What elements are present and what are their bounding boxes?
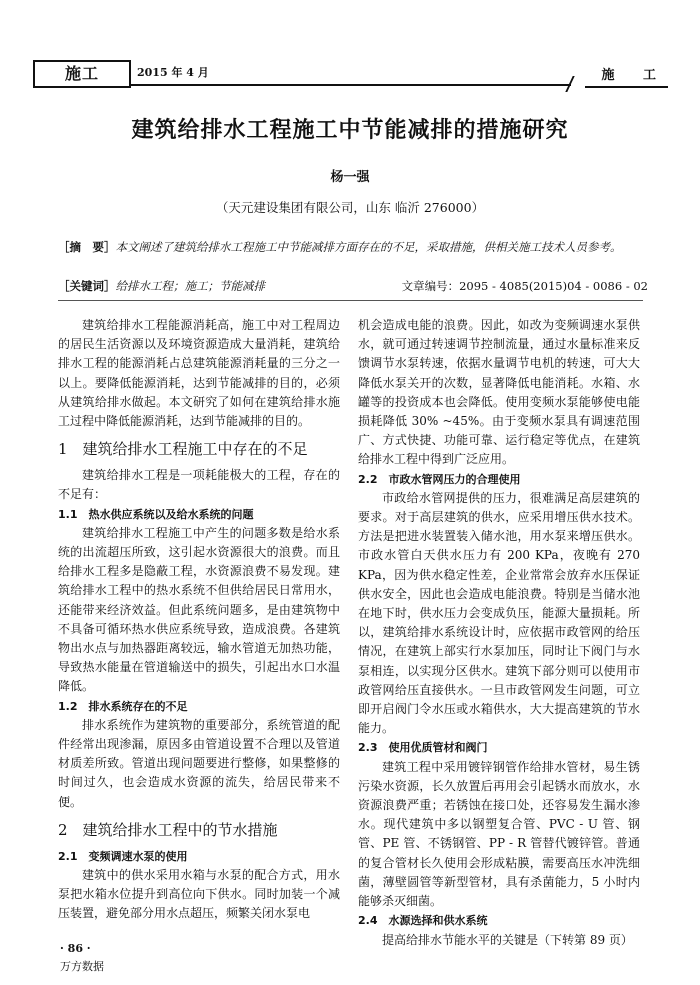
section-1-1-heading: 1.1 热水供应系统以及给水系统的问题 (58, 507, 254, 521)
intro-paragraph: 建筑给排水工程能源消耗高，施工中对工程周边的居民生活资源以及环境资源造成大量消耗，建筑给排水工程的能源消耗占总建筑能源消耗量的三分之一以上。要降低能源消耗，达到节能减排的目的，必须从建筑给排水做起。本文研究了如何在建筑给排水施工过程中降低能源消耗，达到节能减排的目的。 (58, 318, 340, 429)
page-number: · 86 · (60, 942, 91, 955)
section-1-heading: 1 建筑给排水工程施工中存在的不足 (58, 440, 308, 459)
right-column (358, 316, 640, 950)
author: 杨一强 (330, 170, 370, 185)
section-2-1-paragraph: 建筑中的供水采用水箱与水泵的配合方式，用水泵把水箱水位提升到高位向下供水。同时加装一个减压装置，避免部分用水点超压，频繁关闭水泵电 (58, 868, 340, 921)
header-rule (131, 84, 571, 86)
abstract-text: 本文阐述了建筑给排水工程施工中节能减排方面存在的不足，采取措施，供相关施工技术人员参考。 (115, 240, 622, 254)
section-2-2-paragraph: 市政给水管网提供的压力，很难满足高层建筑的要求。对于高层建筑的供水，应采用增压供水技术。方法是把进水装置装入储水池，用水泵来增压供水。市政水管白天供水压力有 200 KPa，夜晚有 270 KPa，因为供水稳定性差，企业常常会放弃水压保证供水安全，因此也会造成电能浪费。特别是当储水池在地下时，供水压力会变成负压，能源大量损耗。所以，建筑给排水系统设计时，应依据市政管网的给压情况，在建筑上部实行水泵加压，同时让下阀门与水泵相连，以实现分区供水。建筑下部分则可以使用市政管网给压直接供水。一旦市政管网发生问题，可立即开启阀门令水压或水箱供水，大大提高建筑的节水能力。 (358, 490, 640, 736)
section-2-1-heading: 2.1 变频调速水泵的使用 (58, 849, 188, 863)
abstract-divider (58, 300, 643, 301)
section-1-2-paragraph: 排水系统作为建筑物的重要部分，系统管道的配件经常出现渗漏，原因多由管道设置不合理以及管道材质差所致。管道出现问题要进行整修，如果整修的时间过久，也会造成水资源的流失，给居民带来不便。 (58, 717, 340, 809)
section-2-3-paragraph: 建筑工程中采用镀锌钢管作给排水管材，易生锈污染水资源，长久放置后再用会引起锈水而放水，水资源浪费严重；若锈蚀在接口处，还容易发生漏水渗水。现代建筑中多以钢塑复合管、PVC - U 管、钢管、PE 管、不锈钢管、PP - R 管替代镀锌管。普通的复合管材长久使用会形成粘膜，需要高压水冲洗细菌，薄壁圆管等新型管材，具有杀菌能力，5 小时内能够杀灭细菌。 (358, 759, 640, 909)
issue-date: 2015 年 4 月 (137, 66, 209, 79)
keywords-text: 给排水工程；施工；节能减排 (115, 279, 265, 293)
section-1-paragraph: 建筑给排水工程是一项耗能极大的工程，存在的不足有： (58, 468, 340, 502)
keywords (58, 277, 648, 295)
abstract-label: ［摘 要］ (58, 240, 116, 254)
article-title: 建筑给排水工程施工中节能减排的措施研究 (131, 117, 569, 143)
section-2-heading: 2 建筑给排水工程中的节水措施 (58, 820, 278, 839)
keywords-label: ［关键词］ (58, 279, 116, 293)
journal-logo: 施工 (33, 60, 131, 88)
section-1-2-heading: 1.2 排水系统存在的不足 (58, 699, 188, 713)
section-2-2-heading: 2.2 市政水管网压力的合理使用 (358, 472, 521, 486)
section-tag: 施 工 (585, 64, 668, 88)
database-watermark: 万方数据 (60, 960, 104, 973)
affiliation: （天元建设集团有限公司，山东 临沂 276000） (215, 200, 485, 215)
left-column (58, 316, 340, 924)
section-2-4-heading: 2.4 水源选择和供水系统 (358, 914, 488, 928)
article-id: 文章编号：2095 - 4085(2015)04 - 0086 - 02 (401, 279, 648, 293)
abstract (58, 238, 648, 257)
page-header (33, 58, 668, 96)
section-2-3-heading: 2.3 使用优质管材和阀门 (358, 741, 488, 755)
continued-paragraph: 机会造成电能的浪费。因此，如改为变频调速水泵供水，就可通过转速调节控制流量，通过水量标准来反馈调节水泵转速，依据水量调节电机的转速，可大大降低水泵关开的次数，显著降低电能消耗。水箱、水罐等的投资成本也会降低。使用变频水泵能够使电能损耗降低 30% ~45%。由于变频水泵具有调速范围广、方式快捷、功能可靠、运行稳定等优点，在建筑给排水工程中得到广泛应用。 (358, 318, 640, 467)
section-2-4-paragraph: 提高给排水节能水平的关键是（下转第 89 页） (382, 932, 633, 947)
section-1-1-paragraph: 建筑给排水工程施工中产生的问题多数是给水系统的出流超压所致，这引起水资源很大的浪费。而且给排水工程多是隐蔽工程，水资源浪费不易发现。建筑给排水工程中的热水系统不但供给居民日常用水，还能带来经济效益。但此系统问题多，是由建筑物中不具备可循环热水供应系统导致，造成浪费。各建筑物出水点与加热器距离较远，输水管道无加热功能，导致热水能量在管道输送中的损失，引起出水口水温降低。 (58, 525, 340, 694)
